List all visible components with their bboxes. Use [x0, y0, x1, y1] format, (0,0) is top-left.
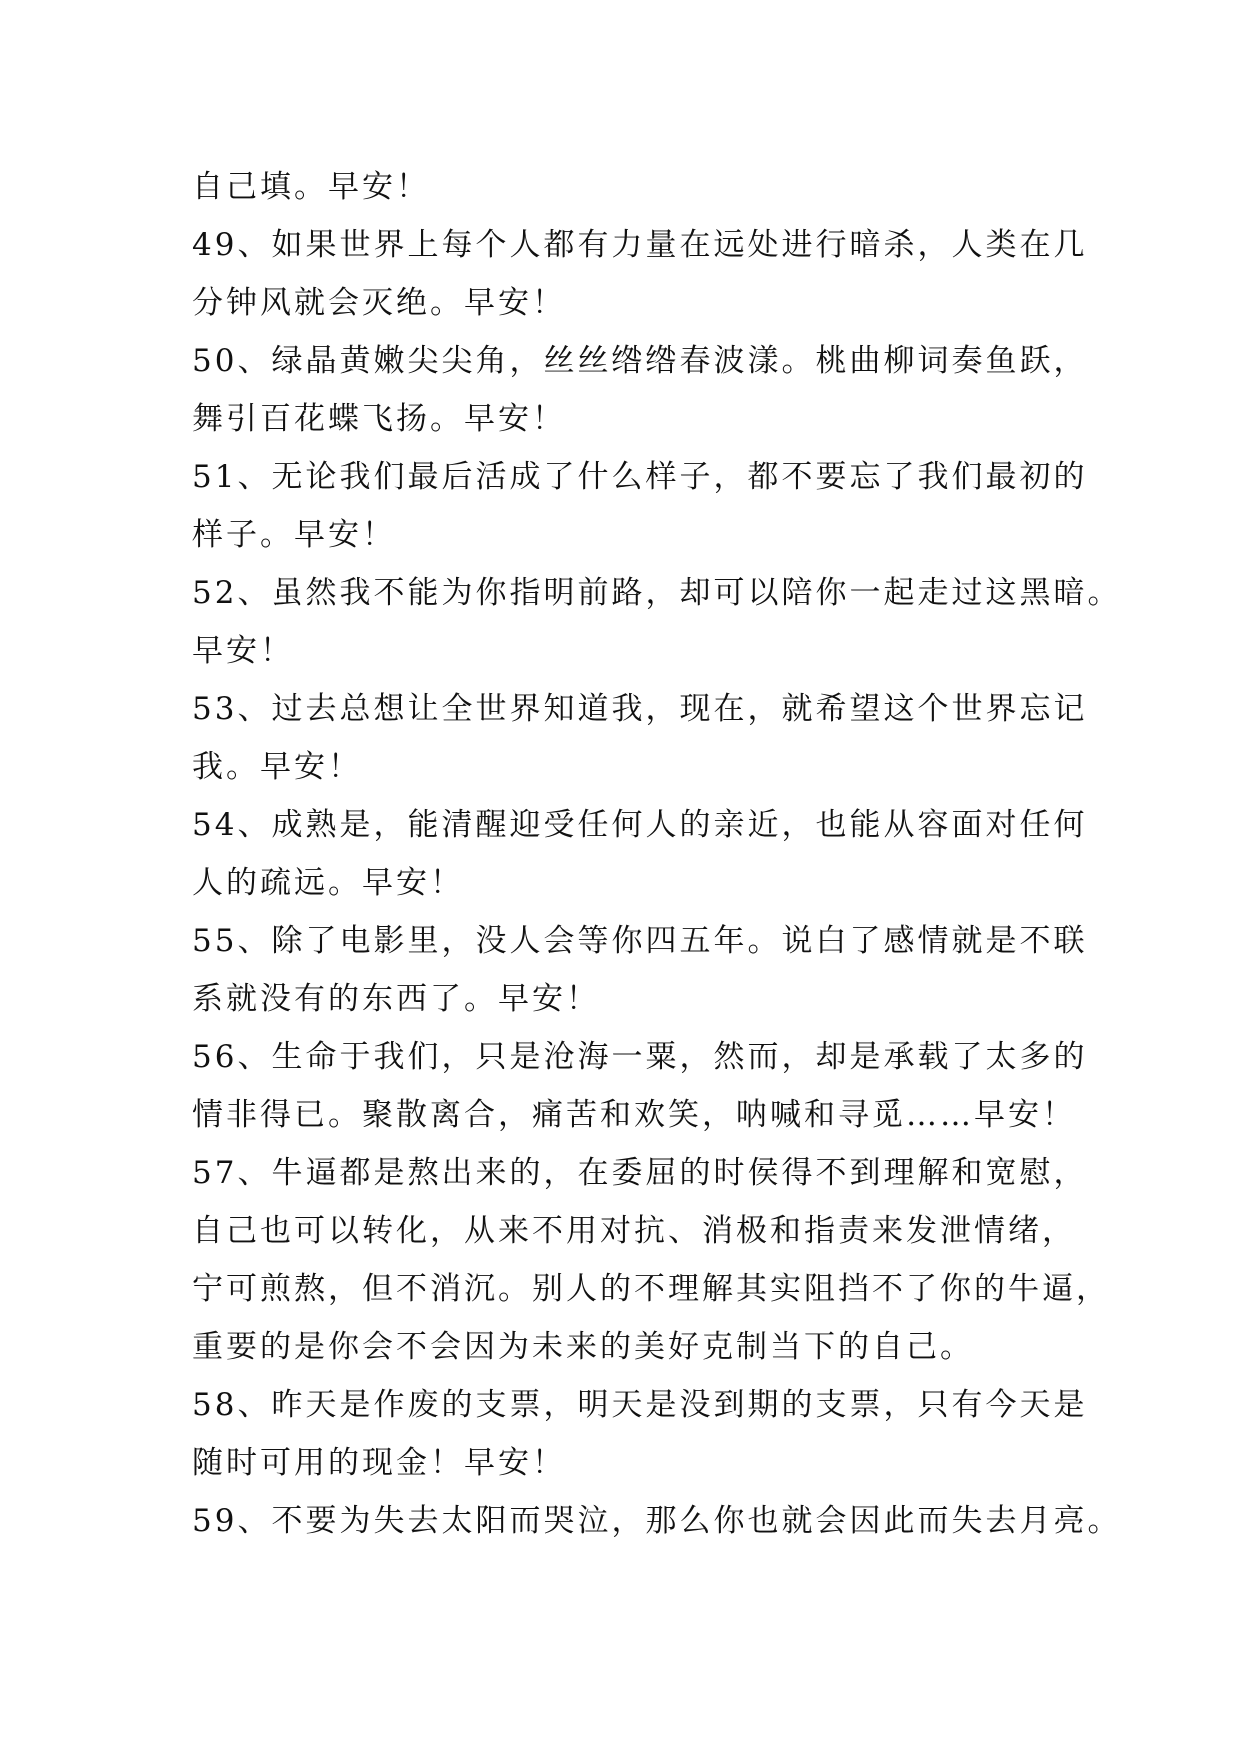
- text-line-20: 宁可煎熬，但不消沉。别人的不理解其实阻挡不了你的牛逼，: [192, 1271, 1110, 1307]
- text-line-21: 重要的是你会不会因为未来的美好克制当下的自己。: [192, 1329, 974, 1365]
- text-line-1: 自己填。早安！: [192, 169, 430, 205]
- text-line-22: 58、昨天是作废的支票，明天是没到期的支票，只有今天是: [192, 1387, 1088, 1423]
- text-line-8: 52、虽然我不能为你指明前路，却可以陪你一起走过这黑暗。: [192, 575, 1122, 611]
- text-line-2: 49、如果世界上每个人都有力量在远处进行暗杀，人类在几: [192, 227, 1088, 263]
- text-line-19: 自己也可以转化，从来不用对抗、消极和指责来发泄情绪，: [192, 1213, 1076, 1249]
- text-line-12: 54、成熟是，能清醒迎受任何人的亲近，也能从容面对任何: [192, 807, 1088, 843]
- text-line-3: 分钟风就会灭绝。早安！: [192, 285, 566, 321]
- text-line-14: 55、除了电影里，没人会等你四五年。说白了感情就是不联: [192, 923, 1088, 959]
- text-line-6: 51、无论我们最后活成了什么样子，都不要忘了我们最初的: [192, 459, 1088, 495]
- text-line-23: 随时可用的现金！早安！: [192, 1445, 566, 1481]
- text-line-7: 样子。早安！: [192, 517, 396, 553]
- text-line-9: 早安！: [192, 633, 294, 669]
- text-line-24: 59、不要为失去太阳而哭泣，那么你也就会因此而失去月亮。: [192, 1503, 1122, 1539]
- text-line-4: 50、绿晶黄嫩尖尖角，丝丝绺绺春波漾。桃曲柳词奏鱼跃，: [192, 343, 1088, 379]
- text-line-15: 系就没有的东西了。早安！: [192, 981, 600, 1017]
- text-line-10: 53、过去总想让全世界知道我，现在，就希望这个世界忘记: [192, 691, 1088, 727]
- text-line-18: 57、牛逼都是熬出来的，在委屈的时侯得不到理解和宽慰，: [192, 1155, 1088, 1191]
- text-line-13: 人的疏远。早安！: [192, 865, 464, 901]
- text-line-16: 56、生命于我们，只是沧海一粟，然而，却是承载了太多的: [192, 1039, 1088, 1075]
- document-body: [192, 158, 1122, 1550]
- text-line-11: 我。早安！: [192, 749, 362, 785]
- text-line-17: 情非得已。聚散离合，痛苦和欢笑，呐喊和寻觅……早安！: [192, 1097, 1076, 1133]
- text-line-5: 舞引百花蝶飞扬。早安！: [192, 401, 566, 437]
